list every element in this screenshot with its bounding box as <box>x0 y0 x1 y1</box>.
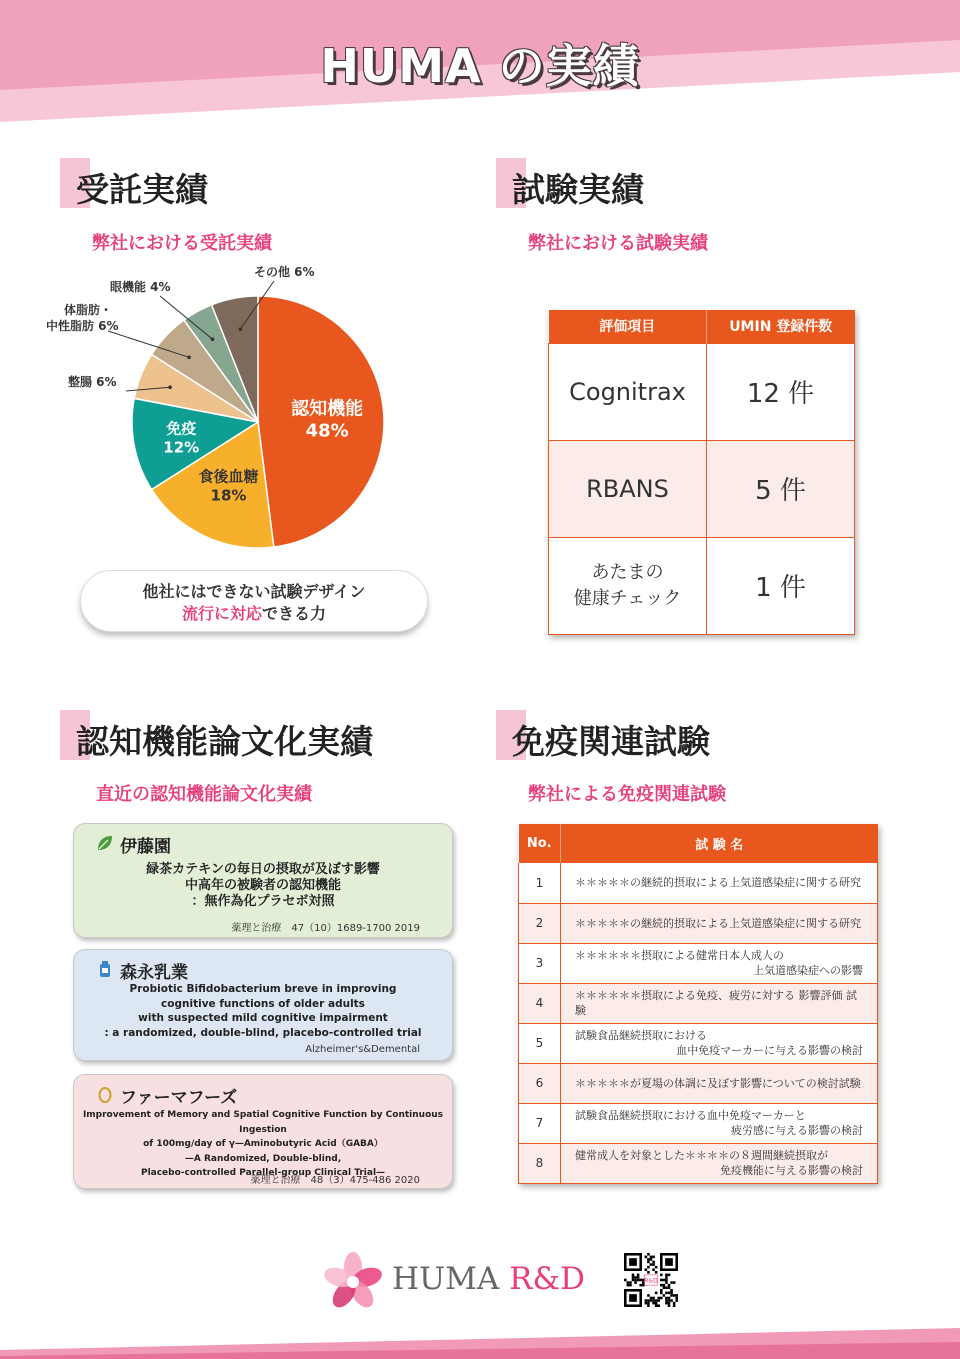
test-number: 5 <box>519 1023 561 1063</box>
test-number: 8 <box>519 1143 561 1183</box>
test-number: 3 <box>519 943 561 983</box>
test-title: ＊＊＊＊＊＊摂取による健常日本人成人の 上気道感染症への影響 <box>561 943 878 983</box>
test-number: 2 <box>519 903 561 943</box>
table-row <box>519 903 878 943</box>
table-header-count: UMIN 登録件数 <box>707 310 855 343</box>
test-name: あたまの 健康チェック <box>549 537 707 634</box>
table-row <box>519 1103 878 1143</box>
test-name: RBANS <box>549 440 707 537</box>
pill-line1: 他社にはできない試験デザイン <box>142 582 366 601</box>
test-number: 1 <box>519 863 561 903</box>
paper-company: 伊藤園 <box>96 832 171 857</box>
pie-slice-label: 食後血糖 <box>198 467 259 486</box>
test-title: 試験食品継続摂取における 血中免疫マーカーに与える影響の検討 <box>561 1023 878 1063</box>
pie-slice-label: 認知機能 <box>291 398 364 420</box>
section-subtitle-shiken: 弊社における試験実績 <box>528 233 708 254</box>
footer-band <box>0 1320 960 1359</box>
paper-company: ファーマフーズ <box>96 1083 237 1108</box>
test-title: ＊＊＊＊＊が夏場の体調に及ぼす影響についての検討試験 <box>561 1063 878 1103</box>
page-title: HUMA の実績 <box>320 39 640 93</box>
pie-slice-value: 48% <box>305 420 349 442</box>
egg-icon <box>96 1085 114 1103</box>
paper-card-pharmafoods: ファーマフーズ Improvement of Memory and Spatial Cognitive Function by Continuous Ingestion of 100mg/day of γ—Aminobutyric Acid（GABA） —A Randomized, Double-blind, Placebo-controlled Parallel-group Clinical Trial— 薬理と治療 48（3）475-486 2020 <box>73 1074 453 1189</box>
paper-reference: Alzheimer's&Demental <box>305 1044 420 1055</box>
section-heading-shiken: 試験実績 <box>496 158 796 210</box>
pie-slice-label: 免疫 <box>166 419 197 438</box>
paper-company: 森永乳業 <box>96 958 188 983</box>
pie-outside-label: 眼機能 4% <box>110 280 171 294</box>
table-row <box>519 863 878 903</box>
table-row <box>519 983 878 1023</box>
pie-leader-dot <box>211 337 215 341</box>
test-title: 試験食品継続摂取における血中免疫マーカーと 疲労感に与える影響の検討 <box>561 1103 878 1143</box>
test-count: 12 件 <box>707 343 855 440</box>
qr-code-icon <box>624 1253 678 1307</box>
test-title: ＊＊＊＊＊＊摂取による免疫、疲労に対する 影響評価 試験 <box>561 983 878 1023</box>
test-name: Cognitrax <box>549 343 707 440</box>
pie-leader-dot <box>238 327 242 331</box>
highlight-pill <box>80 570 428 632</box>
section-subtitle-ronbun: 直近の認知機能論文化実績 <box>96 784 312 805</box>
pie-leader-dot <box>168 385 172 389</box>
pie-leader-dot <box>187 356 191 360</box>
paper-reference: 薬理と治療 47（10）1689-1700 2019 <box>231 923 420 934</box>
section-heading-ronbun: 認知機能論文化実績 <box>60 710 460 762</box>
section-subtitle-jutaku: 弊社における受託実績 <box>92 233 272 254</box>
test-title: 健常成人を対象とした＊＊＊＊の８週間継続摂取が 免疫機能に与える影響の検討 <box>561 1143 878 1183</box>
pie-outside-label: 中性脂肪 6% <box>46 319 119 333</box>
table-row <box>549 537 855 634</box>
leaf-icon <box>96 834 114 852</box>
test-number: 4 <box>519 983 561 1023</box>
test-number: 6 <box>519 1063 561 1103</box>
test-count: 5 件 <box>707 440 855 537</box>
table-row <box>519 1063 878 1103</box>
pie-outside-label: その他 6% <box>254 265 315 279</box>
table-row <box>549 343 855 440</box>
test-results-table <box>548 310 855 635</box>
company-logo: HUMA R&D <box>392 1261 585 1297</box>
table-row <box>549 440 855 537</box>
immune-tests-table <box>518 824 878 1184</box>
table-row <box>519 1023 878 1063</box>
paper-card-itoen: 伊藤園 緑茶カテキンの毎日の摂取が及ぼす影響 中高年の被験者の認知機能 ：無作為化プラセボ対照 薬理と治療 47（10）1689-1700 2019 <box>73 823 453 938</box>
pie-chart <box>40 262 400 562</box>
qr-label: R&D <box>644 1277 658 1285</box>
table-header-no: No. <box>519 824 561 863</box>
flower-logo-icon <box>322 1251 384 1313</box>
section-heading-meneki: 免疫関連試験 <box>496 710 796 762</box>
test-title: ＊＊＊＊＊の継続的摂取による上気道感染症に関する研究 <box>561 863 878 903</box>
table-row <box>519 1143 878 1183</box>
table-header-test-name: 試 験 名 <box>561 824 878 863</box>
paper-reference: 薬理と治療 48（3）475-486 2020 <box>250 1175 420 1186</box>
pie-slice-value: 18% <box>210 486 247 505</box>
table-header-item: 評価項目 <box>549 310 707 343</box>
paper-card-morinaga: 森永乳業 Probiotic Bifidobacterium breve in improving cognitive functions of older adults with suspected mild cognitive impairment : a randomized, double-blind, placebo-controlled trial Alzheimer's&Demental <box>73 949 453 1061</box>
pie-slice-value: 12% <box>163 438 200 457</box>
test-count: 1 件 <box>707 537 855 634</box>
section-heading-jutaku: 受託実績 <box>60 158 360 210</box>
table-row <box>519 943 878 983</box>
bottle-icon <box>96 960 114 978</box>
test-number: 7 <box>519 1103 561 1143</box>
section-subtitle-meneki: 弊社による免疫関連試験 <box>528 784 726 805</box>
pie-outside-label: 体脂肪・ <box>64 303 113 317</box>
pie-outside-label: 整腸 6% <box>68 375 117 389</box>
pill-line2: 流行に対応できる力 <box>181 604 327 623</box>
test-title: ＊＊＊＊＊の継続的摂取による上気道感染症に関する研究 <box>561 903 878 943</box>
